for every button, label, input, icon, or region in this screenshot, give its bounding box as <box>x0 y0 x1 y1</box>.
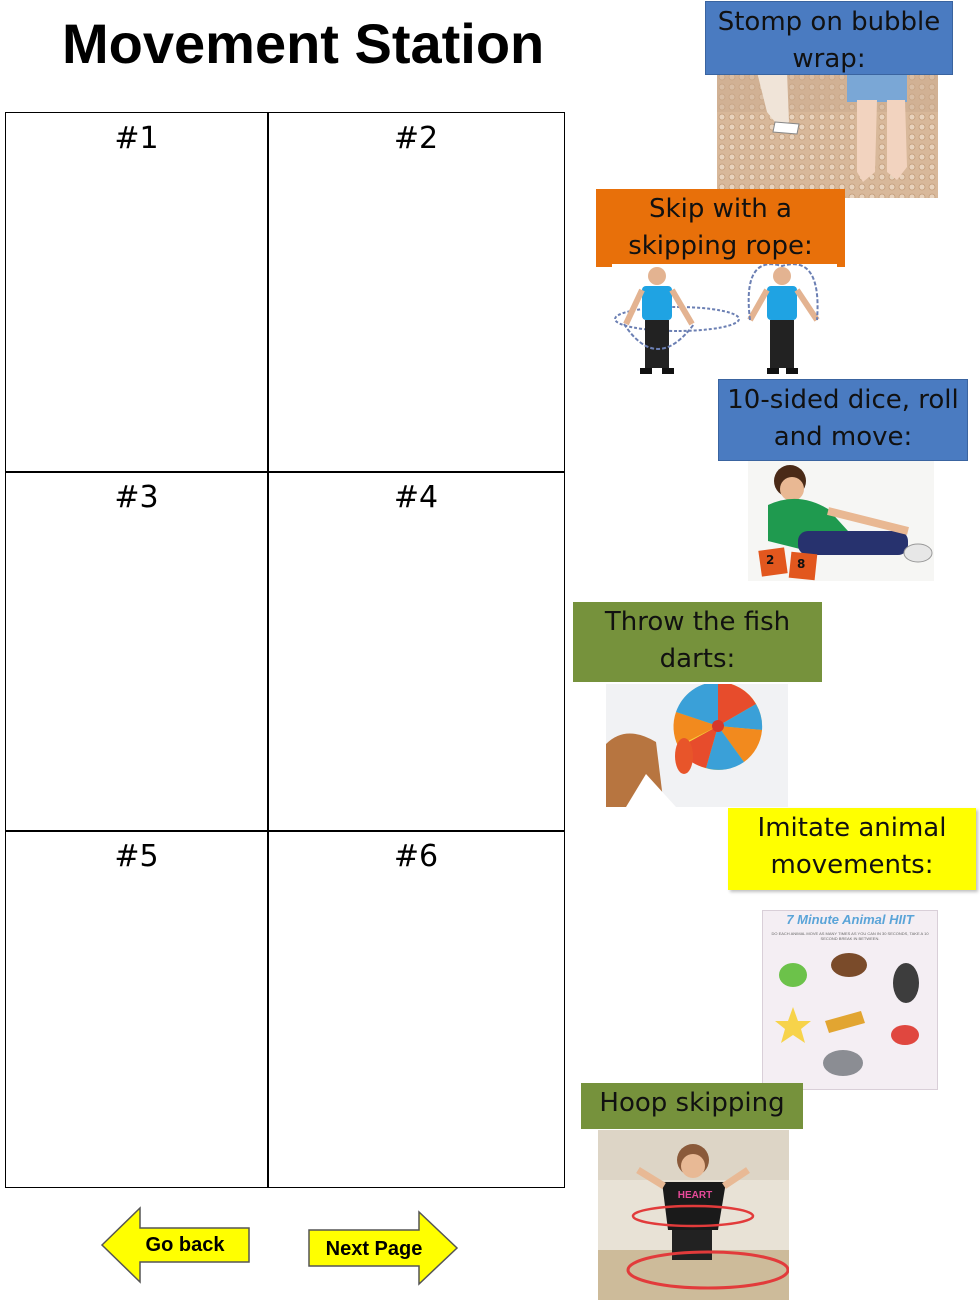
fish-darts-photo <box>606 684 788 807</box>
grid-cell-6[interactable] <box>268 831 564 1189</box>
poster-title: 7 Minute Animal HIIT <box>786 912 914 927</box>
next-page-button[interactable] <box>307 1210 459 1286</box>
go-back-label: Go back <box>145 1234 225 1256</box>
cell-number: #1 <box>114 121 159 156</box>
grid-cell-5[interactable] <box>6 831 267 1189</box>
hoop-skipping-photo <box>598 1130 789 1300</box>
page-title: Movement Station <box>62 12 545 75</box>
activity-label-animal-movements: Imitate animal movements: <box>728 808 976 890</box>
animal-hiit-poster <box>762 910 938 1090</box>
activity-label-bubble-wrap: Stomp on bubble wrap: <box>705 1 953 75</box>
grid-cell-3[interactable] <box>6 472 267 830</box>
grid-cell-2[interactable] <box>268 113 564 471</box>
skipping-rope-photo <box>612 264 837 386</box>
cell-number: #5 <box>114 839 159 874</box>
go-back-button[interactable] <box>100 1206 252 1284</box>
cell-number: #3 <box>114 480 159 515</box>
cell-number: #2 <box>393 121 439 156</box>
activity-label-hoop-skipping: Hoop skipping <box>581 1083 803 1129</box>
activity-label-dice: 10-sided dice, roll and move: <box>718 379 968 461</box>
cell-number: #6 <box>393 839 439 874</box>
grid-cell-1[interactable] <box>6 113 267 471</box>
cell-number: #4 <box>393 480 439 515</box>
dice-photo <box>748 461 934 581</box>
activity-label-fish-darts: Throw the fish darts: <box>573 602 822 682</box>
dice-number: 2 <box>766 553 775 567</box>
poster-subtitle: DO EACH ANIMAL MOVE AS MANY TIMES AS YOU CAN IN 30 SECONDS, TAKE A 10 SECOND BREAK IN BETWEEN. <box>771 931 929 941</box>
grid-cell-4[interactable] <box>268 472 564 830</box>
next-page-label: Next Page <box>325 1238 423 1260</box>
answer-grid <box>5 112 565 1188</box>
bubble-wrap-photo <box>717 72 938 198</box>
activity-label-skipping-rope: Skip with a skipping rope: <box>596 189 845 267</box>
dice-number: 8 <box>797 557 806 571</box>
shirt-text: HEART <box>677 1190 713 1201</box>
